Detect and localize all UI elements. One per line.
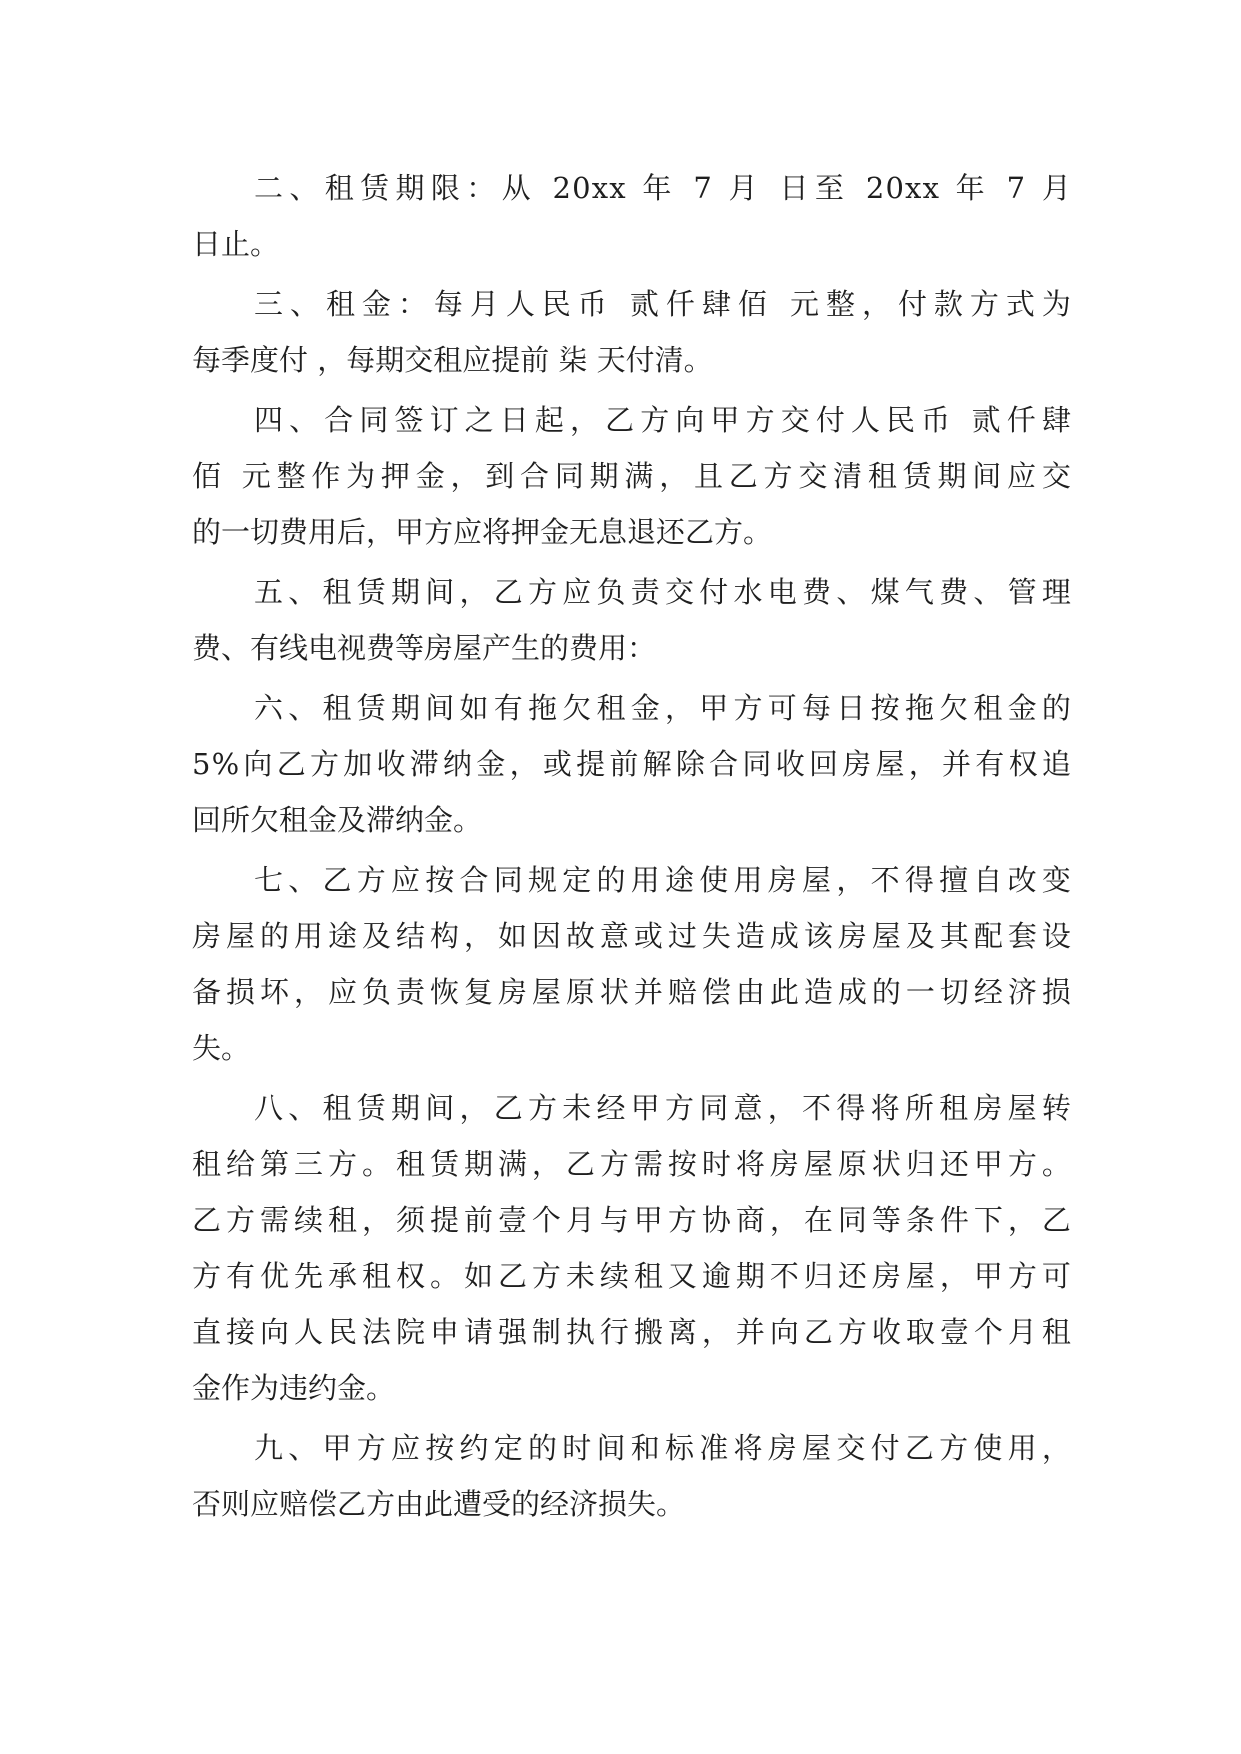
paragraph-line: 租给第三方。租赁期满，乙方需按时将房屋原状归还甲方。: [192, 1147, 1072, 1181]
paragraph-line: 的一切费用后，甲方应将押金无息退还乙方。: [192, 515, 773, 549]
paragraph-late-fee: [192, 680, 1072, 848]
paragraph-line: 五、租赁期间，乙方应负责交付水电费、煤气费、管理: [254, 575, 1072, 609]
paragraph-line: 乙方需续租，须提前壹个月与甲方协商，在同等条件下，乙: [192, 1203, 1072, 1237]
paragraph-utilities: [192, 564, 1072, 676]
paragraph-line: 直接向人民法院申请强制执行搬离，并向乙方收取壹个月租: [192, 1315, 1072, 1349]
paragraph-line: 六、租赁期间如有拖欠租金，甲方可每日按拖欠租金的: [254, 691, 1072, 725]
paragraph-line: 回所欠租金及滞纳金。: [192, 803, 483, 837]
paragraph-sublease: [192, 1080, 1072, 1416]
paragraph-line: 方有优先承租权。如乙方未续租又逾期不归还房屋，甲方可: [192, 1259, 1072, 1293]
paragraph-usage: [192, 852, 1072, 1076]
paragraph-line: 费、有线电视费等房屋产生的费用：: [192, 631, 657, 665]
paragraph-line: 八、租赁期间，乙方未经甲方同意，不得将所租房屋转: [254, 1091, 1072, 1125]
paragraph-deposit: [192, 392, 1072, 560]
paragraph-line: 否则应赔偿乙方由此遭受的经济损失。: [192, 1487, 686, 1521]
paragraph-line: 房屋的用途及结构，如因故意或过失造成该房屋及其配套设: [192, 919, 1072, 953]
paragraph-rent: [192, 276, 1072, 388]
paragraph-line: 二、租赁期限：从 20xx 年 7 月 日至 20xx 年 7 月: [254, 171, 1072, 205]
paragraph-delivery: [192, 1420, 1072, 1532]
paragraph-line: 每季度付 ，每期交租应提前 柒 天付清。: [192, 343, 713, 377]
paragraph-line: 日止。: [192, 227, 280, 261]
paragraph-line: 九、甲方应按约定的时间和标准将房屋交付乙方使用，: [254, 1431, 1072, 1465]
paragraph-line: 七、乙方应按合同规定的用途使用房屋，不得擅自改变: [254, 863, 1072, 897]
paragraph-line: 四、合同签订之日起，乙方向甲方交付人民币 贰仟肆: [254, 403, 1072, 437]
contract-body: [192, 160, 1072, 1532]
paragraph-rental-term: [192, 160, 1072, 272]
paragraph-line: 失。: [192, 1031, 251, 1065]
paragraph-line: 佰 元整作为押金，到合同期满，且乙方交清租赁期间应交: [192, 459, 1072, 493]
paragraph-line: 金作为违约金。: [192, 1371, 396, 1405]
paragraph-line: 5%向乙方加收滞纳金，或提前解除合同收回房屋，并有权追: [192, 747, 1072, 781]
paragraph-line: 三、租金：每月人民币 贰仟肆佰 元整，付款方式为: [254, 287, 1072, 321]
paragraph-line: 备损坏，应负责恢复房屋原状并赔偿由此造成的一切经济损: [192, 975, 1072, 1009]
